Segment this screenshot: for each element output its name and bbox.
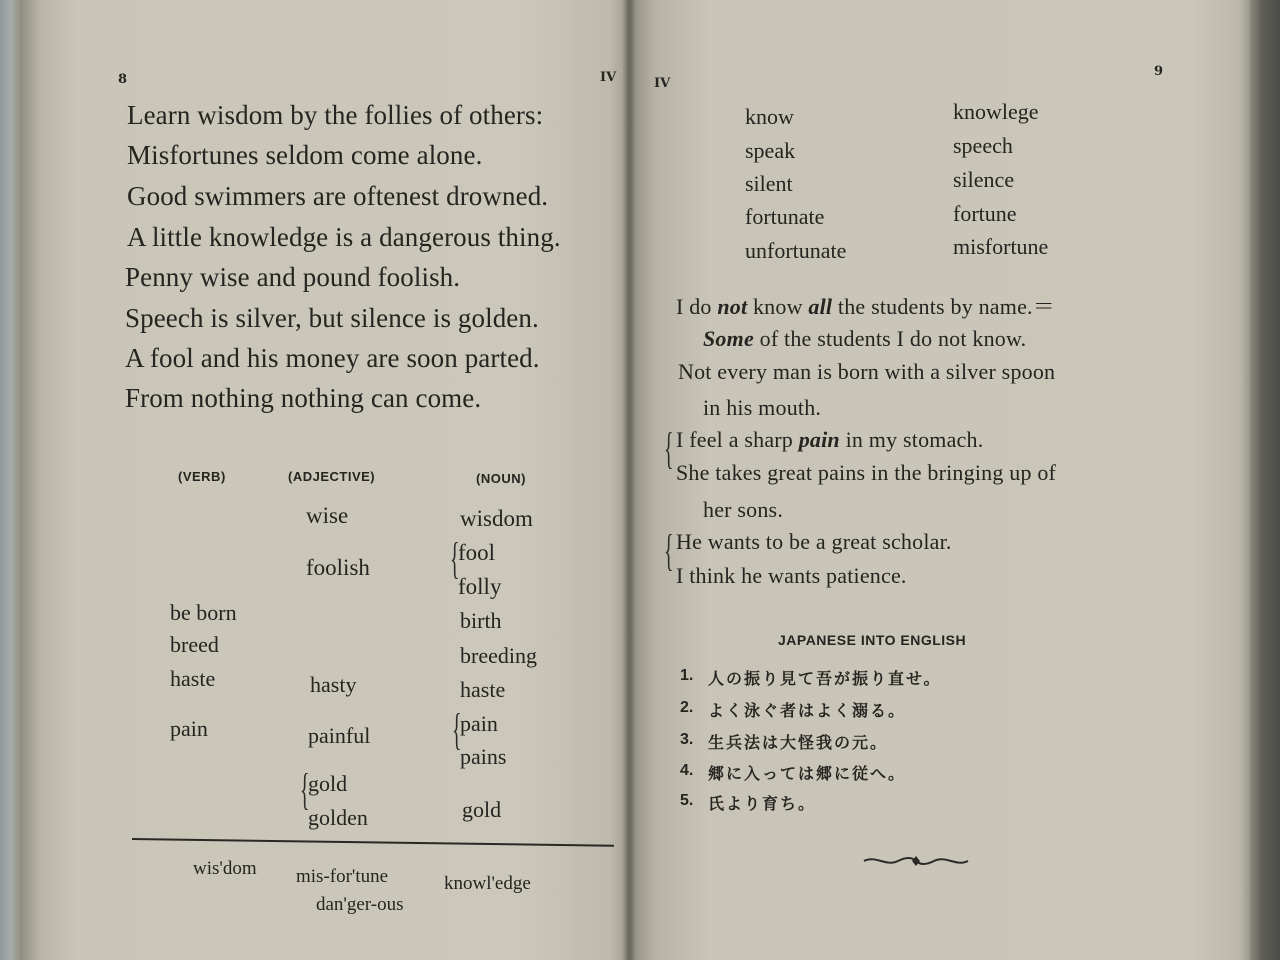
exercise-number: 2.	[680, 699, 694, 716]
column-header-verb: (VERB)	[178, 469, 226, 484]
noun-cell: fool	[458, 540, 496, 565]
emphasis-text: Some	[703, 326, 754, 351]
adjective-cell: hasty	[310, 672, 357, 697]
sentence: her sons.	[703, 497, 784, 522]
left-running-head: IV	[600, 70, 617, 85]
sentence-text: I do	[676, 294, 718, 319]
sentence	[703, 326, 1026, 352]
exercise-text: 人の振り見て吾が振り直せ。	[708, 669, 942, 688]
adjective-cell: golden	[308, 805, 368, 830]
book-edge-left	[0, 0, 22, 960]
column-header-adjective: (ADJECTIVE)	[288, 469, 376, 484]
exercise-text: よく泳ぐ者はよく溺る。	[708, 701, 907, 720]
emphasis-text: all	[808, 294, 833, 319]
exercise-text: 氏より育ち。	[708, 794, 817, 813]
adjective-cell: wise	[306, 503, 349, 528]
brace-symbol: {	[450, 534, 460, 583]
word-pair-left: know	[745, 104, 794, 129]
noun-cell: pain	[460, 711, 498, 736]
pronunciation-dangerous: dan'ger-ous	[316, 894, 404, 915]
exercise-text: 郷に入っては郷に従へ。	[708, 764, 907, 783]
right-page-number: 9	[1154, 64, 1164, 79]
emphasis-text: not	[717, 294, 748, 319]
pronunciation-misfortune: mis-for'tune	[296, 866, 389, 887]
adjective-cell: gold	[308, 771, 348, 796]
left-page-number: 8	[118, 72, 128, 87]
brace-symbol: {	[664, 424, 674, 473]
exercise-number: 5.	[680, 792, 694, 809]
pronunciation-knowledge: knowl'edge	[444, 873, 531, 894]
noun-cell: haste	[460, 677, 506, 702]
word-pair-left: unfortunate	[745, 238, 847, 263]
noun-cell: gold	[462, 797, 502, 822]
column-header-noun: (NOUN)	[476, 471, 526, 486]
exercise-title: JAPANESE INTO ENGLISH	[778, 632, 967, 648]
sentence-text: I feel a sharp	[676, 427, 799, 452]
exercise-number: 1.	[680, 667, 694, 684]
word-pair-left: fortunate	[745, 204, 825, 229]
sentence-text: the students by name.＝	[832, 294, 1055, 319]
verb-cell: haste	[170, 666, 216, 691]
noun-cell: folly	[458, 574, 502, 599]
verb-cell: pain	[170, 716, 208, 741]
adjective-cell: painful	[308, 723, 371, 748]
word-pair-right: fortune	[953, 201, 1017, 226]
proverb: Good swimmers are oftenest drowned.	[127, 181, 549, 211]
noun-cell: wisdom	[460, 506, 533, 531]
exercise-text: 生兵法は大怪我の元。	[708, 733, 889, 752]
sentence: Not every man is born with a silver spoon	[678, 359, 1056, 384]
verb-cell: be born	[170, 600, 237, 625]
sentence: She takes great pains in the bringing up of	[676, 460, 1057, 485]
proverb: A little knowledge is a dangerous thing.	[127, 222, 561, 252]
book-gutter	[622, 0, 636, 960]
pronunciation-wisdom: wis'dom	[193, 858, 257, 879]
proverb: Speech is silver, but silence is golden.	[125, 303, 539, 333]
adjective-cell: foolish	[306, 555, 370, 580]
sentence: I think he wants patience.	[676, 563, 907, 588]
noun-cell: pains	[460, 744, 507, 769]
sentence-text: know	[747, 294, 809, 319]
word-pair-right: misfortune	[953, 234, 1049, 259]
sentence	[676, 290, 1055, 321]
exercise-number: 4.	[680, 762, 694, 779]
word-pair-right: speech	[953, 133, 1013, 158]
proverb: From nothing nothing can come.	[125, 383, 482, 413]
noun-cell: birth	[460, 608, 502, 633]
ornament-icon	[862, 852, 970, 870]
sentence	[676, 427, 983, 453]
proverb: Misfortunes seldom come alone.	[127, 140, 483, 170]
word-pair-right: knowlege	[953, 99, 1039, 124]
emphasis-text: pain	[798, 427, 840, 452]
sentence: in his mouth.	[703, 395, 822, 420]
exercise-number: 3.	[680, 731, 694, 748]
brace-symbol: {	[452, 705, 462, 754]
sentence-text: in my stomach.	[839, 427, 984, 452]
word-pair-left: silent	[745, 171, 793, 196]
sentence: He wants to be a great scholar.	[676, 529, 952, 554]
proverb: Penny wise and pound foolish.	[125, 262, 461, 292]
sentence-text: of the students I do not know.	[753, 326, 1027, 351]
proverb: A fool and his money are soon parted.	[125, 343, 540, 373]
brace-symbol: {	[664, 526, 674, 575]
word-pair-left: speak	[745, 138, 796, 163]
brace-symbol: {	[300, 765, 310, 814]
verb-cell: breed	[170, 632, 219, 657]
right-running-head: IV	[654, 76, 671, 91]
proverb: Learn wisdom by the follies of others:	[127, 100, 544, 130]
noun-cell: breeding	[460, 643, 537, 668]
word-pair-right: silence	[953, 167, 1015, 192]
book-edge-right	[1250, 0, 1280, 960]
